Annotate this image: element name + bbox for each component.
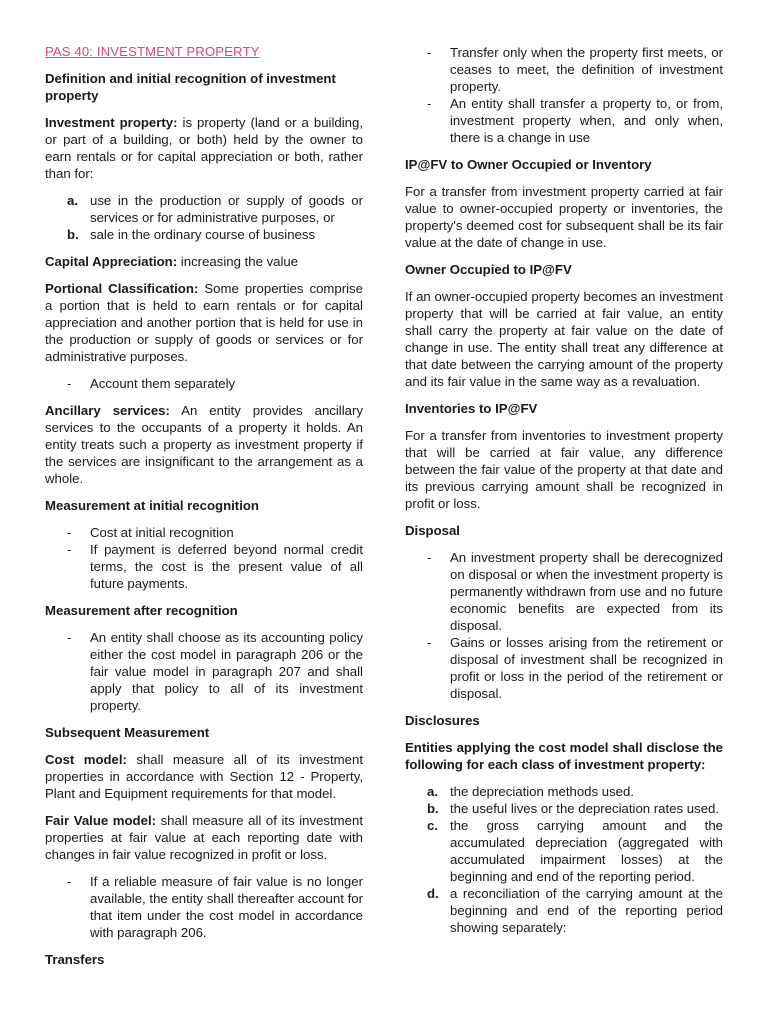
measurement-after-list: [45, 629, 363, 714]
definition-heading: Definition and initial recognition of investment property: [45, 71, 336, 103]
list-marker: b.: [67, 227, 79, 242]
owner-to-ipfv-text: If an owner-occupied property becomes an investment property that will be carried at fair value, an entity shall carry the property at fair value on the date of change in use. The entity shall treat any difference at that date between the carrying amount of the property and its fair value in the same way as a revaluation.: [405, 289, 723, 389]
transfers-heading: Transfers: [45, 952, 105, 967]
ancillary-text: An entity provides ancillary services to the occupants of a property it holds. An entity treats such a property as investment property if the services are insignificant to the arrangement as a whole.: [45, 403, 363, 486]
fair-value-text: shall measure all of its investment properties at fair value at each reporting date with changes in fair value recognized in profit or loss.: [45, 813, 364, 862]
list-marker: a.: [427, 784, 438, 799]
list-item: - An entity shall choose as its accounting policy either the cost model in paragraph 206 or the fair value model in paragraph 207 and shall apply that policy to all of its investment property.: [45, 629, 363, 714]
investment-property-list: [45, 192, 363, 243]
capital-appreciation-term: Capital Appreciation:: [45, 254, 178, 269]
list-item: [45, 226, 363, 243]
list-item: - Gains or losses arising from the retirement or disposal of investment shall be recognized in profit or loss in the period of the retirement or disposal.: [405, 634, 723, 702]
list-marker: d.: [427, 886, 439, 901]
list-item: - Account them separately: [45, 375, 363, 392]
list-item-text: the depreciation methods used.: [450, 784, 635, 799]
investment-property-paragraph: [45, 114, 363, 182]
cost-model-term: Cost model:: [45, 752, 127, 767]
list-item: - If a reliable measure of fair value is no longer available, the entity shall thereafter account for that item under the cost model in accordance with paragraph 206.: [45, 873, 363, 941]
capital-appreciation-paragraph: [45, 253, 363, 270]
portional-list: [45, 375, 363, 392]
list-item: - Cost at initial recognition: [45, 524, 363, 541]
list-item: [405, 885, 723, 936]
capital-appreciation-text: increasing the value: [177, 254, 299, 269]
list-item: - An investment property shall be derecognized on disposal or when the investment property is permanently withdrawn from use and no future economic benefits are expected from its disposal.: [405, 549, 723, 634]
ipfv-to-owner-text: For a transfer from investment property carried at fair value to owner-occupied property or inventories, the property's deemed cost for subsequent shall be its fair value at the date of change in use.: [405, 184, 723, 250]
list-item: [405, 783, 723, 800]
list-marker: b.: [427, 801, 439, 816]
list-marker: c.: [427, 818, 438, 833]
list-item: [45, 192, 363, 226]
list-item-text: the gross carrying amount and the accumulated depreciation (aggregated with accumulated impairment losses) at the beginning and end of the reporting period.: [450, 818, 723, 884]
disclosures-intro: Entities applying the cost model shall disclose the following for each class of investment property:: [405, 740, 723, 772]
right-column: [405, 44, 723, 946]
disclosures-heading: Disclosures: [405, 713, 480, 728]
portional-text: Some properties comprise a portion that is held to earn rentals or for capital appreciation and another portion that is held for use in the production or supply of goods or services or for administrative purposes.: [45, 281, 363, 364]
portional-paragraph: [45, 280, 363, 365]
list-item-text: sale in the ordinary course of business: [90, 227, 316, 242]
disposal-heading: Disposal: [405, 523, 460, 538]
inventories-to-ipfv-heading: Inventories to IP@FV: [405, 401, 538, 416]
list-marker: a.: [67, 193, 78, 208]
list-item: - Transfer only when the property first meets, or ceases to meet, the definition of investment property.: [405, 44, 723, 95]
owner-to-ipfv-heading: Owner Occupied to IP@FV: [405, 262, 572, 277]
list-item-text: a reconciliation of the carrying amount at the beginning and end of the reporting period showing separately:: [450, 886, 723, 935]
measurement-initial-list: [45, 524, 363, 592]
measurement-after-heading: Measurement after recognition: [45, 603, 238, 618]
list-item-text: use in the production or supply of goods or services or for administrative purposes, or: [90, 193, 363, 225]
cost-model-text: shall measure all of its investment properties in accordance with Section 12 - Property, Plant and Equipment requirements for that model.: [45, 752, 363, 801]
document-title: PAS 40: INVESTMENT PROPERTY: [45, 44, 260, 59]
subsequent-measurement-heading: Subsequent Measurement: [45, 725, 210, 740]
ancillary-paragraph: [45, 402, 363, 487]
measurement-initial-heading: Measurement at initial recognition: [45, 498, 259, 513]
disclosures-list: [405, 783, 723, 936]
inventories-to-ipfv-text: For a transfer from inventories to investment property that will be carried at fair value, any difference between the fair value of the property at that date and its previous carrying amount shall be recognized in profit or loss.: [405, 428, 723, 511]
transfers-list: [405, 44, 723, 146]
list-item: - If payment is deferred beyond normal credit terms, the cost is the present value of all future payments.: [45, 541, 363, 592]
investment-property-text: is property (land or a building, or part of a building, or both) held by the owner to earn rentals or for capital appreciation or both, rather than for:: [45, 115, 363, 181]
list-item: [405, 800, 723, 817]
left-column: [45, 36, 363, 978]
ancillary-term: Ancillary services:: [45, 403, 170, 418]
portional-term: Portional Classification:: [45, 281, 199, 296]
fair-value-term: Fair Value model:: [45, 813, 157, 828]
fair-value-list: [45, 873, 363, 941]
fair-value-paragraph: [45, 812, 363, 863]
list-item-text: the useful lives or the depreciation rates used.: [450, 801, 720, 816]
ipfv-to-owner-heading: IP@FV to Owner Occupied or Inventory: [405, 157, 652, 172]
cost-model-paragraph: [45, 751, 363, 802]
list-item: [405, 817, 723, 885]
disposal-list: [405, 549, 723, 702]
list-item: - An entity shall transfer a property to, or from, investment property when, and only when, there is a change in use: [405, 95, 723, 146]
investment-property-term: Investment property:: [45, 115, 178, 130]
